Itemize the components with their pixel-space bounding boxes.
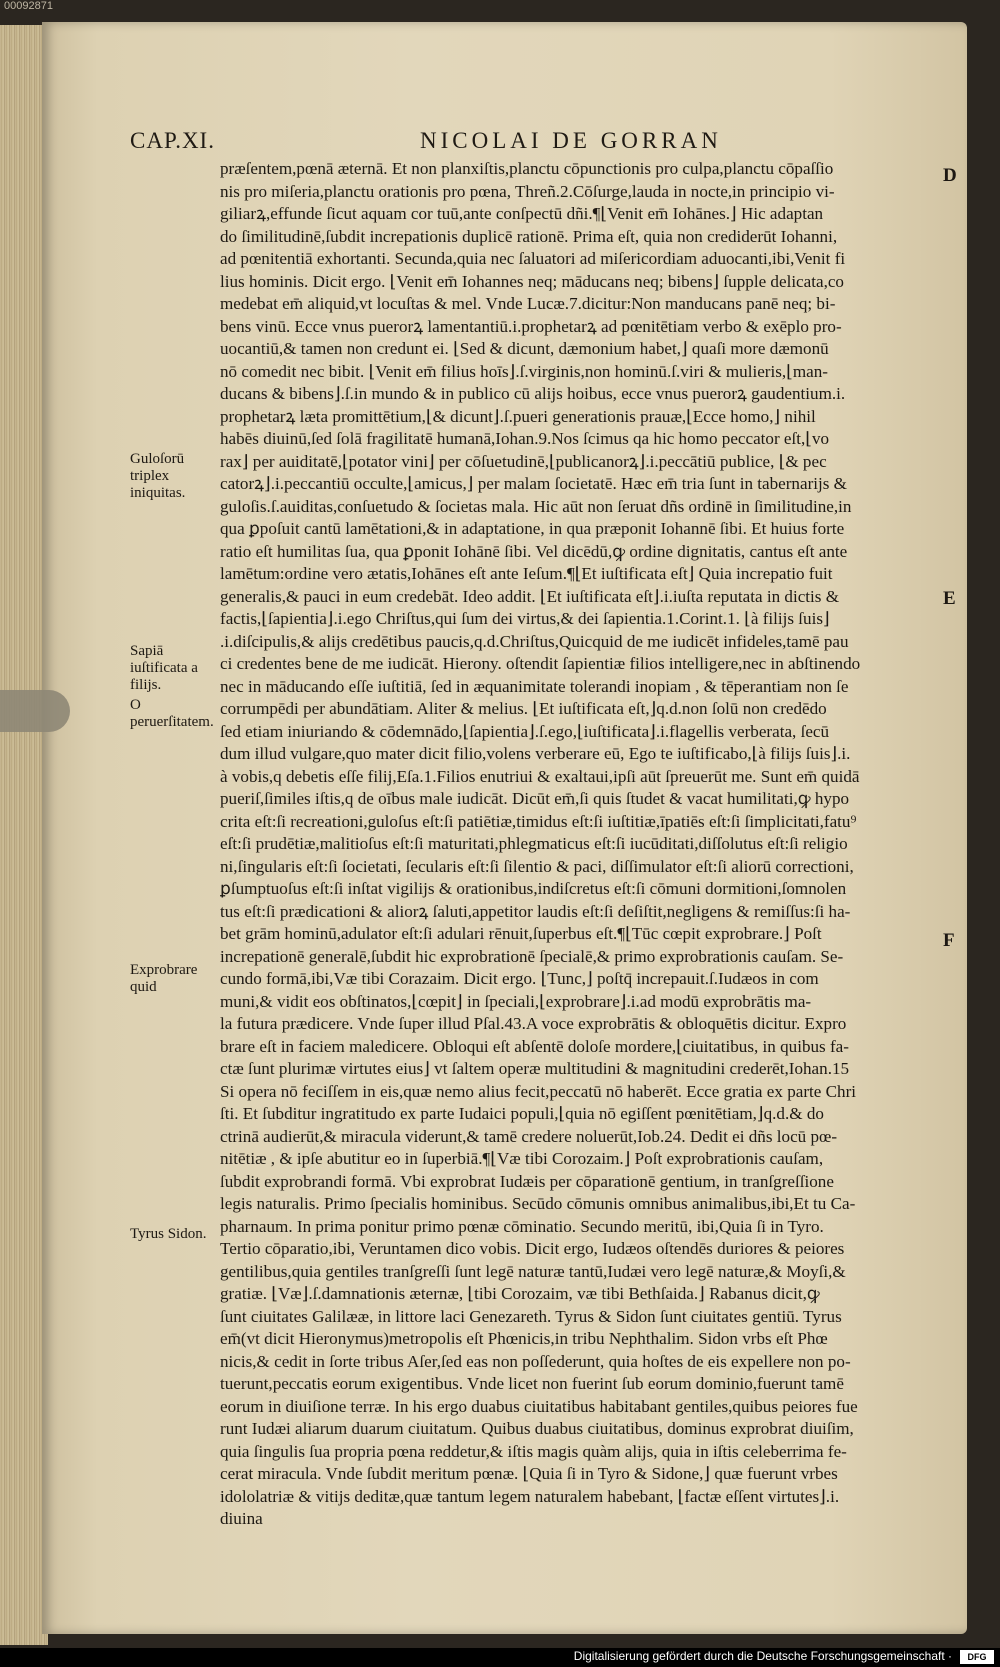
text-line: crita eſt:ſi recreationi,guloſus eſt:ſi patiētiæ,timidus eſt:ſi iuſtitiæ,īpatiēs eſt:ſi ſimplicitati,fatu⁹ bbox=[220, 811, 857, 831]
text-line: generalis,& pauci in eum credebāt. Ideo addit. ⌊Et iuſtificata eſt⌋.i.iuſta reputata in dictis & bbox=[220, 586, 840, 606]
footer-bar bbox=[0, 1648, 1000, 1667]
text-line: eorum in diuiſione terræ. In his ergo duabus ciuitatibus habitabant gentiles,quibus peiores fue bbox=[220, 1396, 858, 1416]
text-line: la futura prædicere. Vnde ſuper illud Pſal.43.A voce exprobrātis & obloquētis dicitur. Expro bbox=[220, 1014, 847, 1033]
text-line: medebat em̄ aliquid,vt locuſtas & mel. Vnde Lucæ.7.dicitur:Non manducans panē neq; bi- bbox=[220, 294, 836, 313]
text-line: pueriſ,ſimiles iſtis,q de oībus male iudicāt. Dicūt em̄,ſi quis ſtudet & vacat humilitati,ꝙ hypo bbox=[220, 789, 850, 808]
text-line: tuerunt,peccatis eorum exigentibus. Vnde licet non fuerint ſub eorum dominio,fuerunt tamē bbox=[220, 1374, 844, 1393]
text-line: qua ꝑpoſuit cantū lamētationi,& in adaptatione, in qua præponit Iohannē ſibi. Et huius forte bbox=[220, 519, 845, 538]
text-line: gentilibus,quia gentiles tranſgreſſi ſunt legē naturæ tantū,Iudæi vero legē naturæ,& Moyſi,& bbox=[220, 1261, 846, 1281]
text-line: ꝑſumptuoſus eſt:ſi inſtat vigilijs & orationibus,indiſcretus eſt:ſi cōmuni dormitioni,ſomnolen bbox=[220, 879, 847, 898]
text-line: uocantiū,& tamen non credunt ei. ⌊Sed & dicunt, dæmonium habet,⌋ quaſi more dæmonū bbox=[220, 339, 829, 358]
text-line: ſti. Et ſubditur ingratitudo ex parte Iudaici populi,⌊quia nō egiſſent pœnitētiam,⌋q.d.& do bbox=[220, 1104, 824, 1123]
text-line: nicis,& cedit in ſorte tribus Aſer,ſed eas non poſſederunt, quia hoſtes de eis expellere non po- bbox=[220, 1351, 851, 1371]
text-line: legis naturalis. Primo ſpecialis hominibus. Secūdo cōmunis omnibus animalibus,ibi,Et tu Ca- bbox=[220, 1194, 856, 1213]
text-line: ſed etiam iniuriando & cōdemnādo,⌊ſapientia⌋.ſ.ego,⌊iuſtificata⌋.i.flagellis verberata, ſecū bbox=[220, 721, 830, 741]
text-line: bet grām hominū,adulator eſt:ſi adulari rēnuit,ſuperbus eſt.¶⌊Tūc cœpit exprobrare.⌋ Poſt bbox=[220, 924, 822, 943]
margin-note: Tyrus Sidon. bbox=[130, 1226, 207, 1242]
text-line: lamētum:ordine vero ætatis,Iohānes eſt ante Ieſum.¶⌊Et iuſtificata eſt⌋ Quia increpatio fuit bbox=[220, 564, 833, 583]
archive-id: 00092871 bbox=[4, 0, 53, 12]
section-letter: D bbox=[943, 165, 957, 186]
text-line: pharnaum. In prima ponitur primo pœnæ cōminatio. Secundo meritū, ibi,Quia ſi in Tyro. bbox=[220, 1216, 824, 1236]
text-line: ctrinā audierūt,& miracula viderunt,& tamē credere noluerūt,Iob.24. Dedit ei dñs locū pœ- bbox=[220, 1126, 838, 1146]
text-line: habēs diuinū,ſed ſolā fragilitatē humanā,Iohan.9.Nos ſcimus qa hic homo peccator eſt,⌊vo bbox=[220, 429, 830, 448]
text-line: quia ſingulis ſua propria pœna reddetur,& iſtis magis quàm alijs, quia in iſtis celeberrima fe- bbox=[220, 1441, 847, 1461]
text-line: guloſis.ſ.auiditas,conſuetudo & ſocietas mala. Hic aūt non ſeruat dñs ordinē in ſimilitudine,in bbox=[220, 496, 852, 516]
text-line: cerat miracula. Vnde ſubdit meritum pœnæ. ⌊Quia ſi in Tyro & Sidone,⌋ quæ fuerunt vrbes bbox=[220, 1464, 838, 1483]
text-line: dum illud vulgare,quo mater dicit filio,volens verberare eū, Ego te iuſtificabo,⌊à filijs ſuis⌋.i. bbox=[220, 744, 851, 763]
text-line: Tertio cōparatio,ibi, Veruntamen dico vobis. Dicit ergo, Iudæos oſtendēs duriores & peiores bbox=[220, 1239, 845, 1258]
text-line: cundo formā,ibi,Væ tibi Corazaim. Dicit ergo. ⌊Tunc,⌋ poſtq̄ increpauit.ſ.Iudæos in com bbox=[220, 969, 819, 988]
text-line: runt Iudæi aliarum duarum ciuitatum. Quibus duabus ciuitatibus, dominus exprobrat diuiſim, bbox=[220, 1419, 854, 1438]
text-line: bens vinū. Ecce vnus puerorꝝ lamentantiū.i.prophetarꝝ ad pœnitētiam verbo & exēplo pro- bbox=[220, 316, 842, 336]
text-line: rax⌋ per auiditatē,⌊potator vini⌋ per cōſuetudinē,⌊publicanorꝝ⌋.i.peccātiū publice, ⌊& pec bbox=[220, 451, 827, 471]
running-head bbox=[130, 128, 940, 158]
text-line: à vobis,q debetis eſſe filij,Eſa.1.Filios enutriui & exaltaui,ipſi aūt ſpreuerūt me. Sunt em̄ quidā bbox=[220, 766, 860, 786]
text-line: ſubdit exprobrandi formā. Vbi exprobrat Iudæis per cōparationē gentium, in tranſgreſſione bbox=[220, 1171, 834, 1191]
text-line: brare eſt in faciem maledicere. Obloqui eſt abſentē doloſe mordere,⌊ciuitatibus, in quibus fa- bbox=[220, 1036, 849, 1056]
text-line: lius hominis. Dicit ergo. ⌊Venit em̄ Iohannes neq; māducans neq; bibens⌋ ſupple delicata,co bbox=[220, 271, 844, 291]
text-line: idololatriæ & vitijs deditæ,quæ tantum legem naturalem habebant, ⌊factæ eſſent virtutes⌋.i. bbox=[220, 1486, 840, 1506]
footer-credit: Digitalisierung gefördert durch die Deutsche Forschungsgemeinschaft · bbox=[573, 1649, 952, 1663]
text-line: ſunt ciuitates Galilææ, in littore laci Genezareth. Tyrus & Sidon ſunt ciuitates gentiū. Tyrus bbox=[220, 1306, 842, 1326]
running-title: NICOLAI DE GORRAN bbox=[420, 128, 722, 153]
text-line: gratiæ. ⌊Væ⌋.ſ.damnationis æternæ, ⌊tibi Corozaim, væ tibi Bethſaida.⌋ Rabanus dicit,ꝙ bbox=[220, 1284, 820, 1303]
section-letter: F bbox=[943, 930, 955, 951]
text-line: nis pro miſeria,planctu orationis pro pœna, Threñ.2.Cōſurge,lauda in nocte,in principio vi- bbox=[220, 181, 835, 201]
text-line: præſentem,pœnā æternā. Et non planxiſtis,planctu cōpunctionis pro culpa,planctu cōpaſſio bbox=[220, 159, 834, 178]
margin-note: Guloſorū triplex iniquitas. bbox=[130, 451, 186, 501]
text-line: catorꝝ⌋.i.peccantiū occulte,⌊amicus,⌋ per malam ſocietatē. Hæc em̄ tria ſunt in tabernarijs & bbox=[220, 474, 847, 493]
text-line: tus eſt:ſi prædicationi & aliorꝝ ſaluti,appetitor laudis eſt:ſi deſiſtit,negligens & remiſſus:ſi ha- bbox=[220, 901, 851, 921]
page-clip bbox=[0, 690, 70, 732]
margin-note: Sapiā iuſtificata a filijs. bbox=[130, 643, 198, 693]
text-line: nō comedit nec bibit. ⌊Venit em̄ filius hoīs⌋.ſ.virginis,non hominū.ſ.viri & mulieris,⌊man- bbox=[220, 361, 828, 381]
text-line: ci credentes bene de me iudicāt. Hierony. oſtendit ſapientiæ filios intelligere,nec in abſtinendo bbox=[220, 654, 861, 673]
text-line: do ſimilitudinē,ſubdit increpationis duplicē rationē. Prima eſt, quia non crediderūt Iohanni, bbox=[220, 226, 838, 246]
text-line: ad pœnitentiā exhortanti. Secunda,quia nec ſaluatori ad miſericordiam aduocanti,ibi,Venit fi bbox=[220, 249, 846, 268]
text-line: corrumpēdi per abundātiam. Aliter & melius. ⌊Et iuſtificata eſt,⌋q.d.non ſolū non credēdo bbox=[220, 699, 827, 718]
body-text bbox=[220, 158, 935, 1531]
text-line: ratio eſt humilitas ſua, qua ꝑponit Iohānē ſibi. Vel dicēdū,ꝙ ordine dignitatis, cantus eſt ante bbox=[220, 541, 848, 561]
margin-note: Exprobrare quid bbox=[130, 962, 198, 995]
text-line: .i.diſcipulis,& alijs credētibus paucis,q.d.Chriſtus,Quicquid de me iudicēt infideles,tamē pau bbox=[220, 631, 849, 651]
text-line: eſt:ſi prudētiæ,malitioſus eſt:ſi maturitati,phlegmaticus eſt:ſi iucūditati,diſſolutus eſt:ſi religio bbox=[220, 834, 848, 853]
text-line: giliarꝝ,effunde ſicut aquam cor tuū,ante conſpectū dñi.¶⌊Venit em̄ Iohānes.⌋ Hic adaptan bbox=[220, 204, 824, 223]
chapter-label: CAP.XI. bbox=[130, 128, 215, 153]
text-line: nitētiæ , & ipſe abutitur eo in ſuperbiā.¶⌊Væ tibi Corozaim.⌋ Poſt exprobrationis cauſam, bbox=[220, 1149, 824, 1168]
text-line: nec in māducando eſſe iuſtitiā, ſed in æquanimitate tolerandi inopiam , & tēperantiam non ſe bbox=[220, 676, 849, 696]
dfg-logo: DFG bbox=[960, 1650, 994, 1664]
margin-note: O peruerſitatem. bbox=[130, 697, 214, 730]
text-line: increpationē generalē,ſubdit hic exprobrationē ſpecialē,& primo exprobrationis cauſam. Se- bbox=[220, 946, 844, 966]
text-line: Si opera nō feciſſem in eis,quæ nemo alius fecit,peccatū nō haberēt. Ecce gratia ex parte Chri bbox=[220, 1081, 857, 1101]
text-line: prophetarꝝ læta promittētium,⌊& dicunt⌋.ſ.pueri generationis prauæ,⌊Ecce homo,⌋ nihil bbox=[220, 406, 816, 426]
text-line: muni,& vidit eos obſtinatos,⌊cœpit⌋ in ſpeciali,⌊exprobrare⌋.i.ad modū exprobrātis ma- bbox=[220, 991, 812, 1011]
section-letter: E bbox=[943, 588, 956, 609]
book-page-edges bbox=[0, 25, 48, 1645]
text-line: diuina bbox=[220, 1509, 263, 1528]
text-line: factis,⌊ſapientia⌋.i.ego Chriſtus,qui ſum dei virtus,& dei ſapientia.1.Corint.1. ⌊à filijs ſuis⌋ bbox=[220, 609, 830, 628]
text-line: ctæ ſunt plurimæ virtutes eius⌋ vt ſaltem operæ multitudini & magnitudini crederēt,Iohan.15 bbox=[220, 1059, 850, 1078]
text-line: em̄(vt dicit Hieronymus)metropolis eſt Phœnicis,in tribu Nephthalim. Sidon vrbs eſt Phœ bbox=[220, 1329, 828, 1348]
text-line: ni,ſingularis eſt:ſi ſocietati, ſecularis eſt:ſi ſilentio & paci, diſſimulator eſt:ſi aliorū correctioni, bbox=[220, 856, 854, 876]
text-line: ducans & bibens⌋.ſ.in mundo & in publico cū alijs hoibus, ecce vnus puerorꝝ gaudentium.i. bbox=[220, 384, 846, 403]
